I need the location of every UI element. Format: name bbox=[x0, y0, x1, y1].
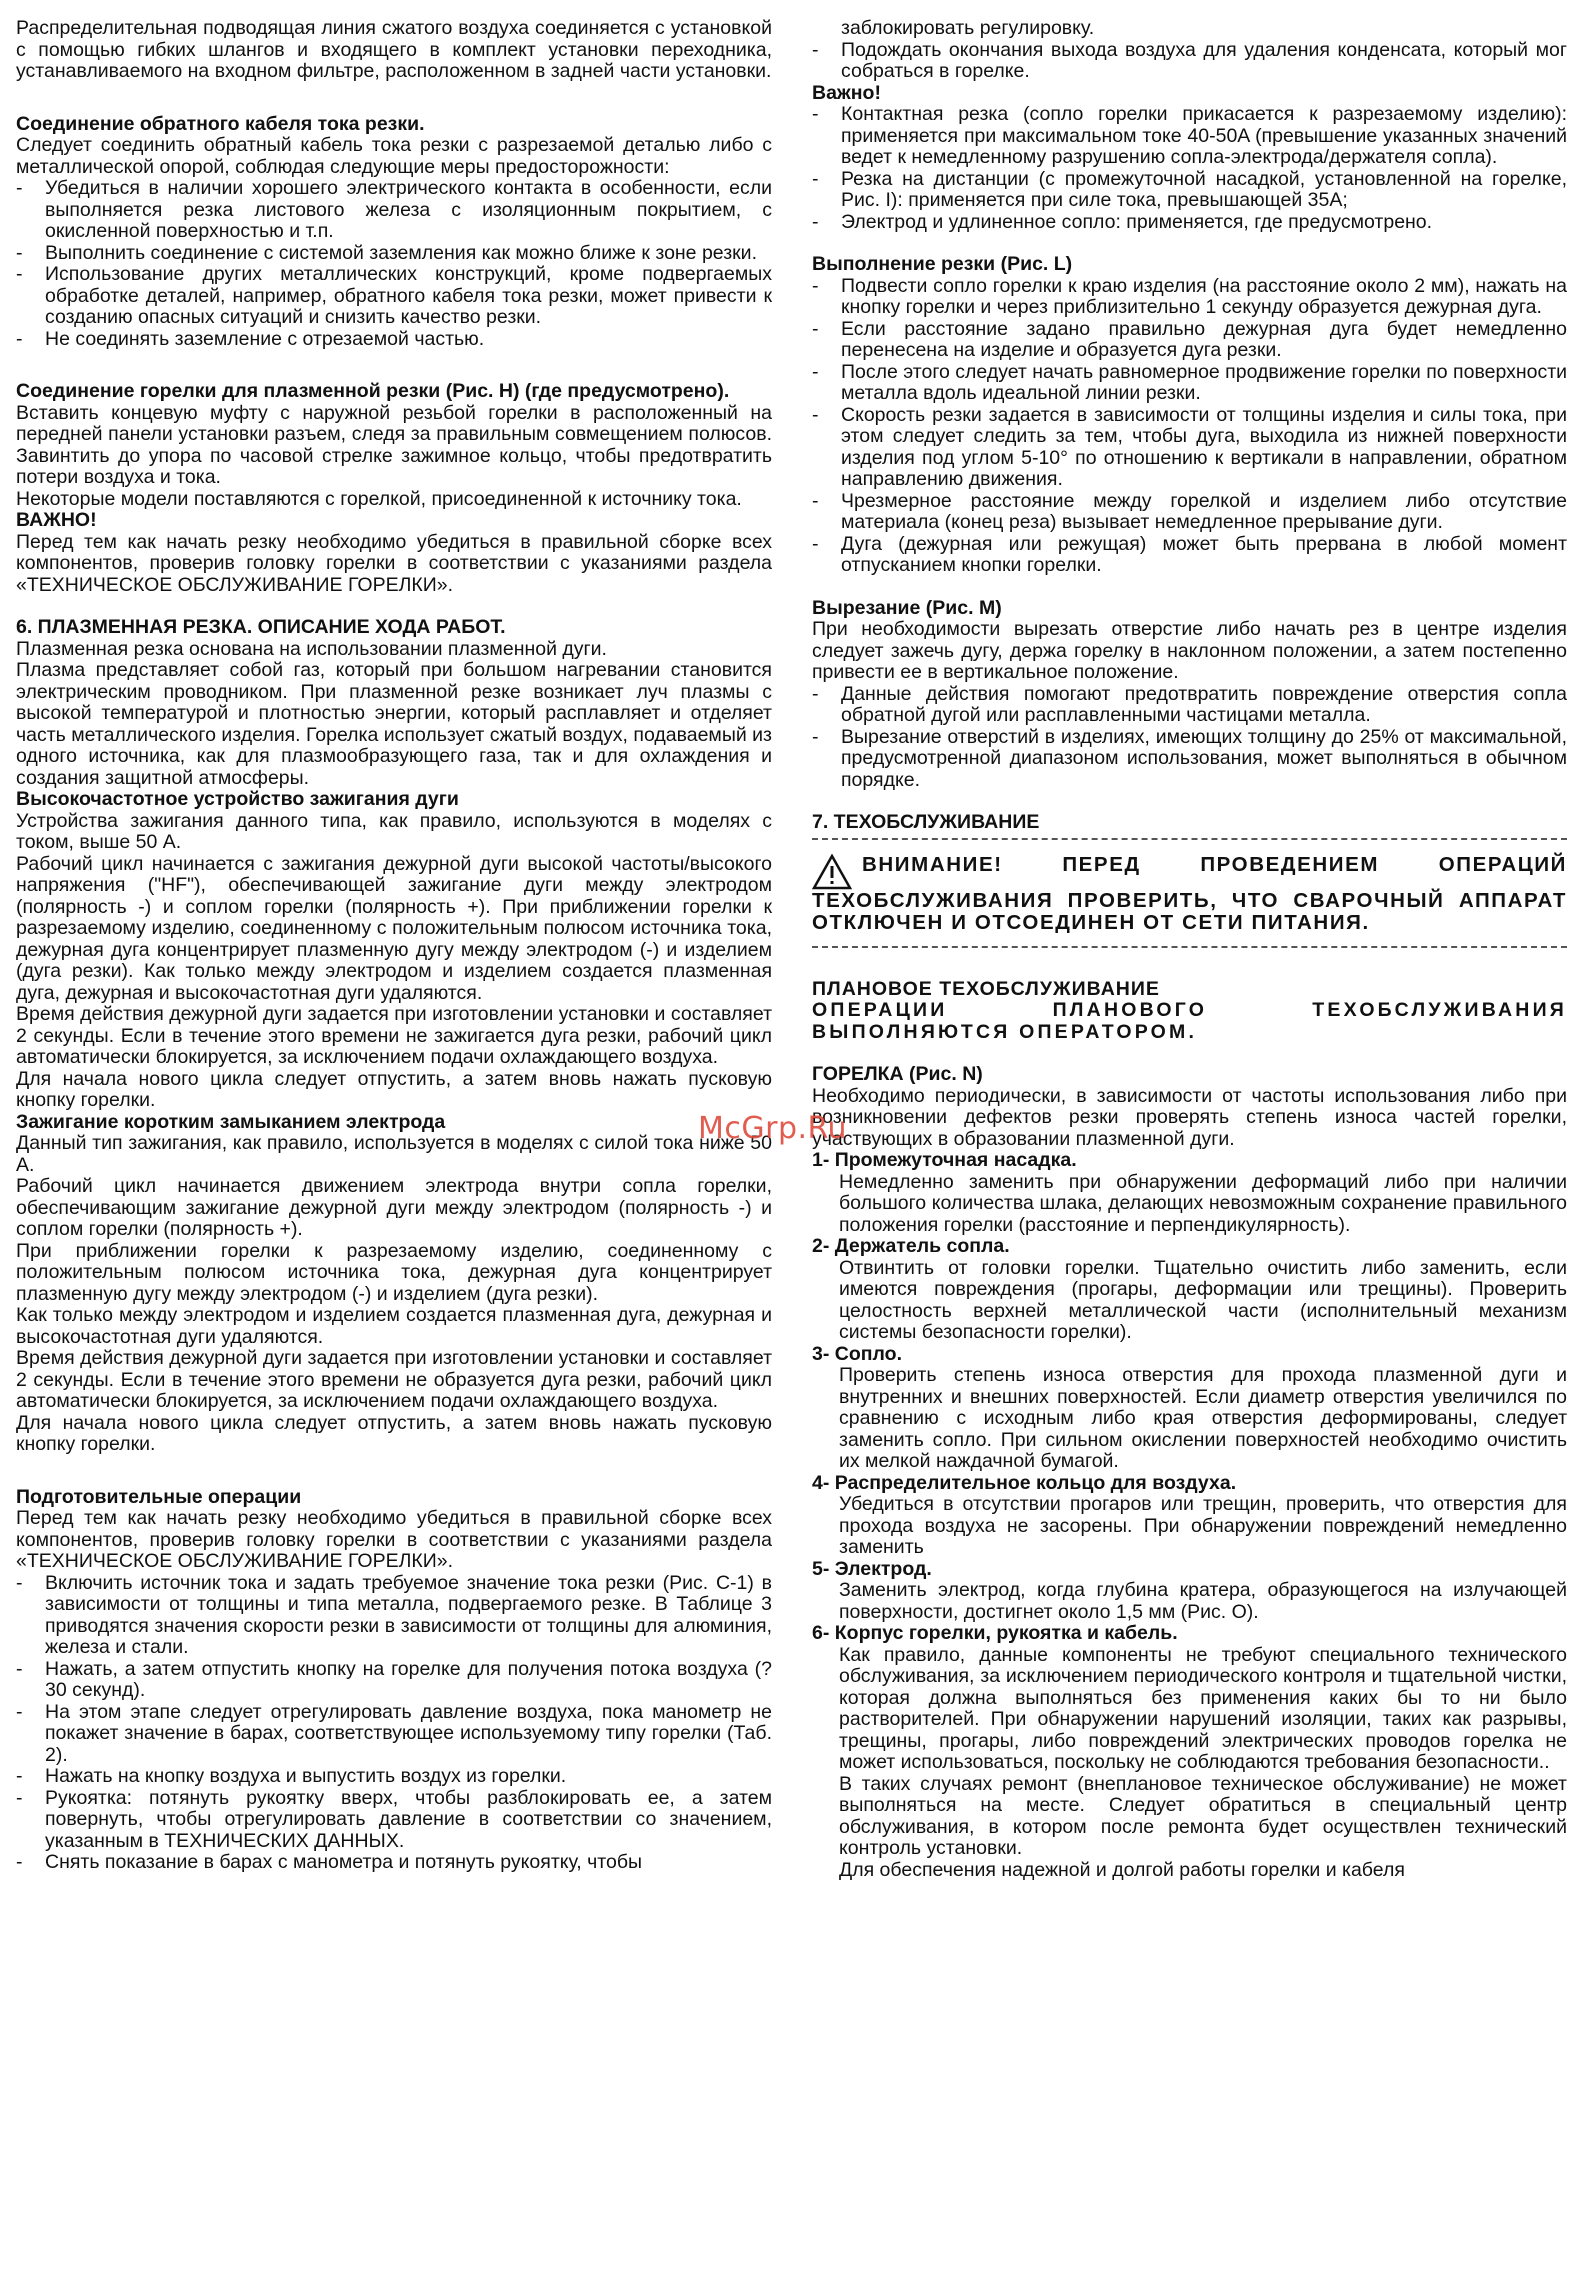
hf-p1: Устройства зажигания данного типа, как правило, используются в моделях с током, выше 50 А. bbox=[16, 809, 772, 853]
part-title: 4- Распределительное кольцо для воздуха. bbox=[812, 1471, 1237, 1494]
part-text: Отвинтить от головки горелки. Тщательно очистить либо заменить, если имеются повреждения (прогары, деформации или трещины). Проверить целостность верхней металлической части (исполнительный механизм системы безопасности горелки). bbox=[839, 1256, 1567, 1343]
list-item: - Нажать, а затем отпустить кнопку на горелке для получения потока воздуха (?30 секунд). bbox=[16, 1659, 772, 1702]
list-item: - Данные действия помогают предотвратить повреждение отверстия сопла обратной дугой или расплавленными частицами металла. bbox=[812, 684, 1567, 727]
hf-p2: Рабочий цикл начинается с зажигания дежурной дуги высокой частоты/высокого напряжения ("HF"), обеспечивающей зажигание дуги между электродом (полярность -) и соплом горелки (полярность +). При приближении горелки к разрезаемому изделию, соединенному с положительным полюсом источника тока, дежурная дуга концентрирует плазменную дугу между электродом (-) и изделием (дуга резки). Как только между электродом и изделием создается плазменная дуга, дежурная и высокочастотная дуги удаляются. bbox=[16, 852, 772, 1004]
piercing-text: При необходимости вырезать отверстие либо начать рез в центре изделия следует зажечь дугу, держа горелку в наклонном положении, а затем постепенно привести ее в вертикальное положение. bbox=[812, 618, 1567, 683]
last-text: Для обеспечения надежной и долгой работы горелки и кабеля bbox=[839, 1858, 1405, 1881]
torch-connection-heading: Соединение горелки для плазменной резки (Рис. H) (где предусмотрено). bbox=[16, 380, 730, 402]
list-item: - Чрезмерное расстояние между горелкой и изделием либо отсутствие материала (конец реза) вызывает немедленное прерывание дуги. bbox=[812, 491, 1567, 534]
hf-ignition-heading: Высокочастотное устройство зажигания дуги bbox=[16, 788, 459, 810]
list-item bbox=[812, 1150, 1567, 1236]
list-item bbox=[812, 1623, 1567, 1881]
list-item bbox=[812, 1559, 1567, 1624]
sc-p5: Время действия дежурной дуги задается при изготовлении установки и составляет 2 секунды. Если в течение этого времени не образуется дуга резки, рабочий цикл автоматически блокируется, за исключением подачи охлаждающего воздуха. bbox=[16, 1347, 772, 1412]
list-item: - Подождать окончания выхода воздуха для удаления конденсата, который мог собраться в горелке. bbox=[812, 40, 1567, 83]
list-item bbox=[812, 1344, 1567, 1473]
maintenance-warning bbox=[812, 854, 1567, 934]
continued-list bbox=[812, 40, 1567, 83]
list-item: - Не соединять заземление с отрезаемой частью. bbox=[16, 329, 772, 351]
part-title: 2- Держатель сопла. bbox=[812, 1235, 1010, 1257]
planned-maintenance-note: ОПЕРАЦИИ ПЛАНОВОГО ТЕХОБСЛУЖИВАНИЯ ВЫПОЛНЯЮТСЯ ОПЕРАТОРОМ. bbox=[812, 999, 1567, 1043]
list-item: - Выполнить соединение с системой заземления как можно ближе к зоне резки. bbox=[16, 243, 772, 265]
part-text: Заменить электрод, когда глубина кратера, образующегося на излучающей поверхности, достигнет около 1,5 мм (Рис. O). bbox=[839, 1579, 1567, 1623]
return-cable-text: Следует соединить обратный кабель тока резки с разрезаемой деталью либо с металлической опорой, соблюдая следующие меры предосторожности: bbox=[16, 134, 772, 178]
torch-connection-text: Вставить концевую муфту с наружной резьбой горелки в расположенный на передней панели установки разъем, следя за правильным совмещением полюсов. Завинтить до упора по часовой стрелке зажимное кольцо, чтобы предотвратить потери воздуха и тока. bbox=[16, 401, 772, 488]
important-label: Важно! bbox=[812, 81, 881, 104]
section-divider bbox=[812, 838, 1567, 840]
part-title: 1- Промежуточная насадка. bbox=[812, 1149, 1077, 1171]
torch-important-text: Перед тем как начать резку необходимо убедиться в правильной сборке всех компонентов, проверив головку горелки в соответствии с указаниями раздела «ТЕХНИЧЕСКОЕ ОБСЛУЖИВАНИЕ ГОРЕЛКИ». bbox=[16, 530, 772, 596]
repair-text: В таких случаях ремонт (внеплановое техническое обслуживание) не может выполняться на месте. Следует обратиться в специальный центр обслуживания, в котором после ремонта будет осуществлен технический контроль установки. bbox=[839, 1772, 1567, 1859]
part-text: Проверить степень износа отверстия для прохода плазменной дуги и внутренних и внешних поверхностей. Если диаметр отверстия увеличился по сравнению с исходным либо края отверстия деформированы, следует заменить сопло. При сильном окислении поверхностей необходимо очистить их мелкой наждачной бумагой. bbox=[839, 1364, 1567, 1472]
torch-maintenance-heading: ГОРЕЛКА (Рис. N) bbox=[812, 1063, 983, 1085]
cutting-list bbox=[812, 276, 1567, 577]
prep-text: Перед тем как начать резку необходимо убедиться в правильной сборке всех компонентов, проверив головку горелки в соответствии с указаниями раздела «ТЕХНИЧЕСКОЕ ОБСЛУЖИВАНИЕ ГОРЕЛКИ». bbox=[16, 1507, 772, 1572]
list-item: - Убедиться в наличии хорошего электрического контакта в особенности, если выполняется резка листового железа с изоляционным покрытием, с окисленной поверхностью и т.п. bbox=[16, 178, 772, 243]
list-item: - Подвести сопло горелки к краю изделия (на расстояние около 2 мм), нажать на кнопку горелки и через приблизительно 1 секунду образуется дежурная дуга. bbox=[812, 276, 1567, 319]
sc-p4: Как только между электродом и изделием создается плазменная дуга, дежурная и высокочастотная дуги удаляются. bbox=[16, 1304, 772, 1348]
list-item: - Электрод и удлиненное сопло: применяется, где предусмотрено. bbox=[812, 212, 1567, 234]
torch-maintenance-text: Необходимо периодически, в зависимости от частоты использования либо при возникновении дефектов резки проверять степень износа частей горелки, участвующих в образовании плазменной дуги. bbox=[812, 1084, 1567, 1150]
right-column bbox=[812, 18, 1567, 1881]
cutting-heading: Выполнение резки (Рис. L) bbox=[812, 253, 1073, 275]
warning-icon bbox=[812, 854, 852, 890]
list-item: - Вырезание отверстий в изделиях, имеющих толщину до 25% от максимальной, предусмотренной диапазоном использования, может выполняться в обычном порядке. bbox=[812, 727, 1567, 792]
section-divider bbox=[812, 946, 1567, 948]
list-item: - Резка на дистанции (с промежуточной насадкой, установленной на горелке, Рис. I): применяется при силе тока, превышающей 35A; bbox=[812, 169, 1567, 212]
maintenance-heading: 7. ТЕХОБСЛУЖИВАНИЕ bbox=[812, 811, 1040, 833]
plasma-p1: Плазменная резка основана на использовании плазменной дуги. bbox=[16, 637, 607, 660]
list-item: - Использование других металлических конструкций, кроме подвергаемых обработке деталей, например, обратного кабеля тока резки, может привести к созданию опасных ситуаций и снизить качество резки. bbox=[16, 264, 772, 329]
list-item: - Рукоятка: потянуть рукоятку вверх, чтобы разблокировать ее, а затем повернуть, чтобы отрегулировать давление в соответствии со значением, указанным в ТЕХНИЧЕСКИХ ДАННЫХ. bbox=[16, 1788, 772, 1853]
list-item: - Контактная резка (сопло горелки прикасается к разрезаемому изделию): применяется при максимальном токе 40-50A (превышение указанных значений ведет к немедленному разрушению сопла-электрода/держателя сопла). bbox=[812, 104, 1567, 169]
part-text: Как правило, данные компоненты не требуют специального технического обслуживания, за исключением периодического контроля и тщательной чистки, которая должна выполняться без применения каких бы то ни было растворителей. При обнаружении нарушений изоляции, таких как разрывы, трещины, прогары, либо повреждений электрических проводов горелка не может использоваться, поскольку не соблюдаются требования безопасности.. bbox=[839, 1643, 1567, 1773]
planned-maintenance-heading: ПЛАНОВОЕ ТЕХОБСЛУЖИВАНИЕ bbox=[812, 977, 1160, 1000]
return-cable-heading: Соединение обратного кабеля тока резки. bbox=[16, 112, 425, 135]
list-item: - После этого следует начать равномерное продвижение горелки по поверхности металла вдоль идеальной линии резки. bbox=[812, 362, 1567, 405]
list-item: - На этом этапе следует отрегулировать давление воздуха, пока манометр не покажет значение в барах, соответствующее используемому типу горелки (Таб. 2). bbox=[16, 1702, 772, 1767]
important-list bbox=[812, 104, 1567, 233]
sc-p2: Рабочий цикл начинается движением электрода внутри сопла горелки, обеспечивающим зажигание дежурной дуги между электродом (полярность -) и соплом горелки (полярность +). bbox=[16, 1175, 772, 1240]
torch-connection-note: Некоторые модели поставляются с горелкой, присоединенной к источнику тока. bbox=[16, 487, 742, 510]
piercing-heading: Вырезание (Рис. M) bbox=[812, 596, 1002, 619]
plasma-p2: Плазма представляет собой газ, который при большом нагревании становится электрическим проводником. При плазменной резке возникает луч плазмы с высокой температурой и плотностью энергии, который расплавляет и отделяет часть металлического изделия. Горелка использует сжатый воздух, подаваемый из одного источника, как для плазмообразующего газа, так и для охлаждения и создания защитной атмосферы. bbox=[16, 659, 772, 789]
torch-parts-list bbox=[812, 1150, 1567, 1881]
list-item: - Если расстояние задано правильно дежурная дуга будет немедленно перенесена на изделие и образуется дуга резки. bbox=[812, 319, 1567, 362]
sc-p1: Данный тип зажигания, как правило, используется в моделях с силой тока ниже 50 А. bbox=[16, 1132, 772, 1176]
part-title: 5- Электрод. bbox=[812, 1557, 932, 1580]
piercing-list bbox=[812, 684, 1567, 792]
continued-text: заблокировать регулировку. bbox=[841, 17, 1095, 39]
important-label: ВАЖНО! bbox=[16, 509, 97, 531]
hf-p3: Время действия дежурной дуги задается при изготовлении установки и составляет 2 секунды. Если в течение этого времени не зажигается дуга резки, рабочий цикл автоматически блокируется, за исключением подачи охлаждающего воздуха. bbox=[16, 1003, 772, 1068]
part-title: 3- Сопло. bbox=[812, 1342, 902, 1365]
hf-p4: Для начала нового цикла следует отпустить, а затем вновь нажать пусковую кнопку горелки. bbox=[16, 1067, 772, 1111]
watermark: McGrp.Ru bbox=[698, 1111, 848, 1146]
short-circuit-heading: Зажигание коротким замыканием электрода bbox=[16, 1110, 446, 1133]
list-item bbox=[812, 1473, 1567, 1559]
left-column bbox=[16, 18, 772, 1874]
list-item: - Дуга (дежурная или режущая) может быть прервана в любой момент отпусканием кнопки горелки. bbox=[812, 534, 1567, 577]
part-text: Немедленно заменить при обнаружении деформаций либо при наличии большого количества шлака, делающих невозможным сохранение правильного положения горелки (расстояние и перпендикулярность). bbox=[839, 1170, 1567, 1236]
list-item: - Скорость резки задается в зависимости от толщины изделия и силы тока, при этом следует следить за тем, чтобы дуга, выходила из нижней поверхности изделия под углом 5-10° по отношению к вертикали в направлении, обратном направлению движения. bbox=[812, 405, 1567, 491]
intro-paragraph: Распределительная подводящая линия сжатого воздуха соединяется с установкой с помощью гибких шлангов и входящего в комплект установки переходника, устанавливаемого на входном фильтре, расположенном в задней части установки. bbox=[16, 17, 772, 82]
list-item bbox=[812, 1236, 1567, 1344]
prep-list bbox=[16, 1573, 772, 1874]
part-text: Убедиться в отсутствии прогаров или трещин, проверить, что отверстия для прохода воздуха не засорены. При обнаружении повреждений немедленно заменить bbox=[839, 1493, 1567, 1558]
return-cable-list bbox=[16, 178, 772, 350]
plasma-cutting-heading: 6. ПЛАЗМЕННАЯ РЕЗКА. ОПИСАНИЕ ХОДА РАБОТ. bbox=[16, 616, 506, 638]
sc-p3: При приближении горелки к разрезаемому изделию, соединенному с положительным полюсом источника тока, дежурная дуга концентрирует плазменную дугу между электродом (-) и изделием (дуга резки). bbox=[16, 1239, 772, 1305]
warning-text: ВНИМАНИЕ! ПЕРЕД ПРОВЕДЕНИЕМ ОПЕРАЦИЙ ТЕХОБСЛУЖИВАНИЯ ПРОВЕРИТЬ, ЧТО СВАРОЧНЫЙ АППАРАТ ОТКЛЮЧЕН И ОТСОЕДИНЕН ОТ СЕТИ ПИТАНИЯ. bbox=[812, 852, 1567, 934]
prep-heading: Подготовительные операции bbox=[16, 1485, 302, 1508]
list-item: - Включить источник тока и задать требуемое значение тока резки (Рис. С-1) в зависимости от толщины и типа металла, подвергаемого резке. В Таблице 3 приводятся значения скорости резки в зависимости от толщины для алюминия, железа и стали. bbox=[16, 1573, 772, 1659]
part-title: 6- Корпус горелки, рукоятка и кабель. bbox=[812, 1622, 1178, 1644]
list-item: - Нажать на кнопку воздуха и выпустить воздух из горелки. bbox=[16, 1766, 772, 1788]
list-item: - Снять показание в барах с манометра и потянуть рукоятку, чтобы bbox=[16, 1852, 772, 1874]
sc-p6: Для начала нового цикла следует отпустить, а затем вновь нажать пусковую кнопку горелки. bbox=[16, 1411, 772, 1455]
